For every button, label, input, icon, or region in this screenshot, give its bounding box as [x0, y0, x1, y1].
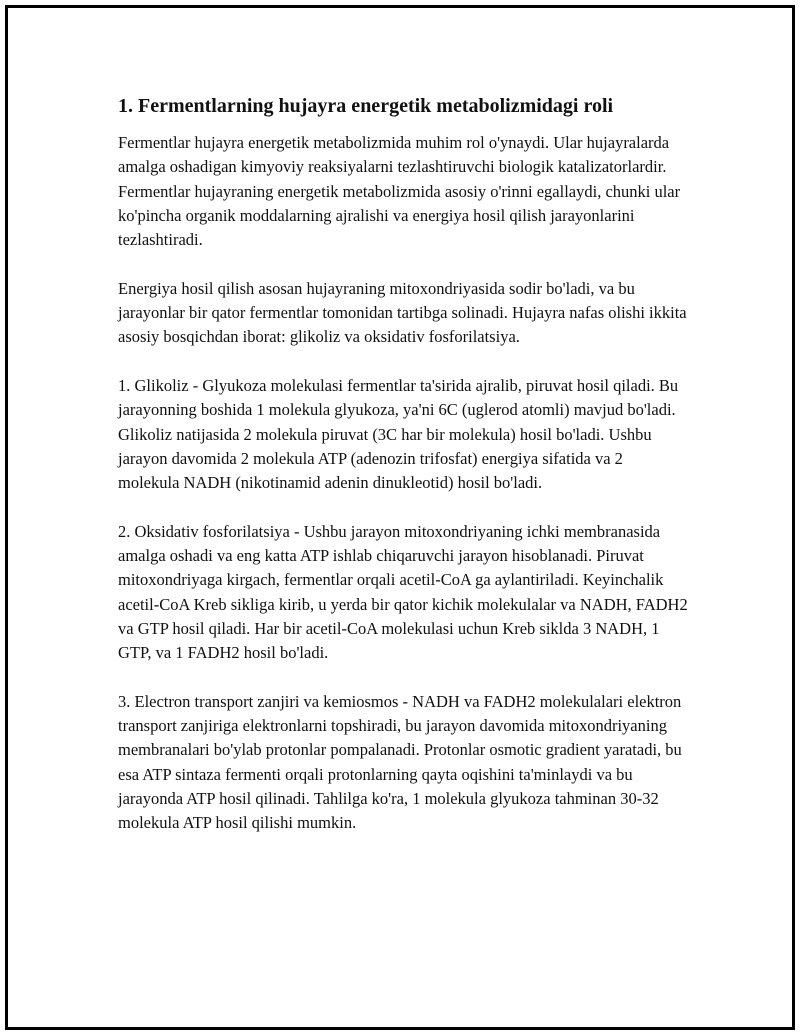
paragraph-electron-transport: 3. Electron transport zanjiri va kemiosmos - NADH va FADH2 molekulalari elektron transport zanjiriga elektronlarni topshiradi, bu jarayon davomida mitoxondriyaning membranalari bo'ylab protonlar pompalanadi. Protonlar osmotic gradient yaratadi, bu esa ATP sintaza fermenti orqali protonlarning qayta oqishini ta'minlaydi va bu jarayonda ATP hosil qilinadi. Tahlilga ko'ra, 1 molekula glyukoza tahminan 30-32 molekula ATP hosil qilishi mumkin.	[118, 691, 682, 833]
paragraph-glycolysis: 1. Glikoliz - Glyukoza molekulasi fermentlar ta'sirida ajralib, piruvat hosil qiladi. Bu jarayonning boshida 1 molekula glyukoza, ya'ni 6C (uglerod atomli) mavjud bo'ladi. Glikoliz natijasida 2 molekula piruvat (3C har bir molekula) hosil bo'ladi. Ushbu jarayon davomida 2 molekula ATP (adenozin trifosfat) energiya sifatida va 2 molekula NADH (nikotinamid adenin dinukleotid) hosil bo'ladi.	[118, 375, 679, 493]
section-heading: 1. Fermentlarning hujayra energetik metabolizmidagi roli	[118, 95, 614, 117]
paragraph-oxidative-phosphorylation: 2. Oksidativ fosforilatsiya - Ushbu jarayon mitoxondriyaning ichki membranasida amalga oshadi va eng katta ATP ishlab chiqaruvchi jarayon hisoblanadi. Piruvat mitoxondriyaga kirgach, fermentlar orqali acetil-CoA ga aylantiriladi. Keyinchalik acetil-CoA Kreb sikliga kirib, u yerda bir qator kichik molekulalar va NADH, FADH2 va GTP hosil qiladi. Har bir acetil-CoA molekulasi uchun Kreb siklda 3 NADH, 1 GTP, va 1 FADH2 hosil bo'ladi.	[118, 521, 688, 663]
paragraph-intro: Fermentlar hujayra energetik metabolizmida muhim rol o'ynaydi. Ular hujayralarda amalga oshadigan kimyoviy reaksiyalarni tezlashtiruvchi biologik katalizatorlardir. Fermentlar hujayraning energetik metabolizmida asosiy o'rinni egallaydi, chunki ular ko'pincha organik moddalarning ajralishi va energiya hosil qilish jarayonlarini tezlashtiradi.	[118, 133, 681, 250]
paragraph-energy: Energiya hosil qilish asosan hujayraning mitoxondriyasida sodir bo'ladi, va bu jarayonlar bir qator fermentlar tomonidan tartibga solinadi. Hujayra nafas olishi ikkita asosiy bosqichdan iborat: glikoliz va oksidativ fosforilatsiya.	[118, 278, 687, 347]
document-body	[118, 93, 688, 860]
